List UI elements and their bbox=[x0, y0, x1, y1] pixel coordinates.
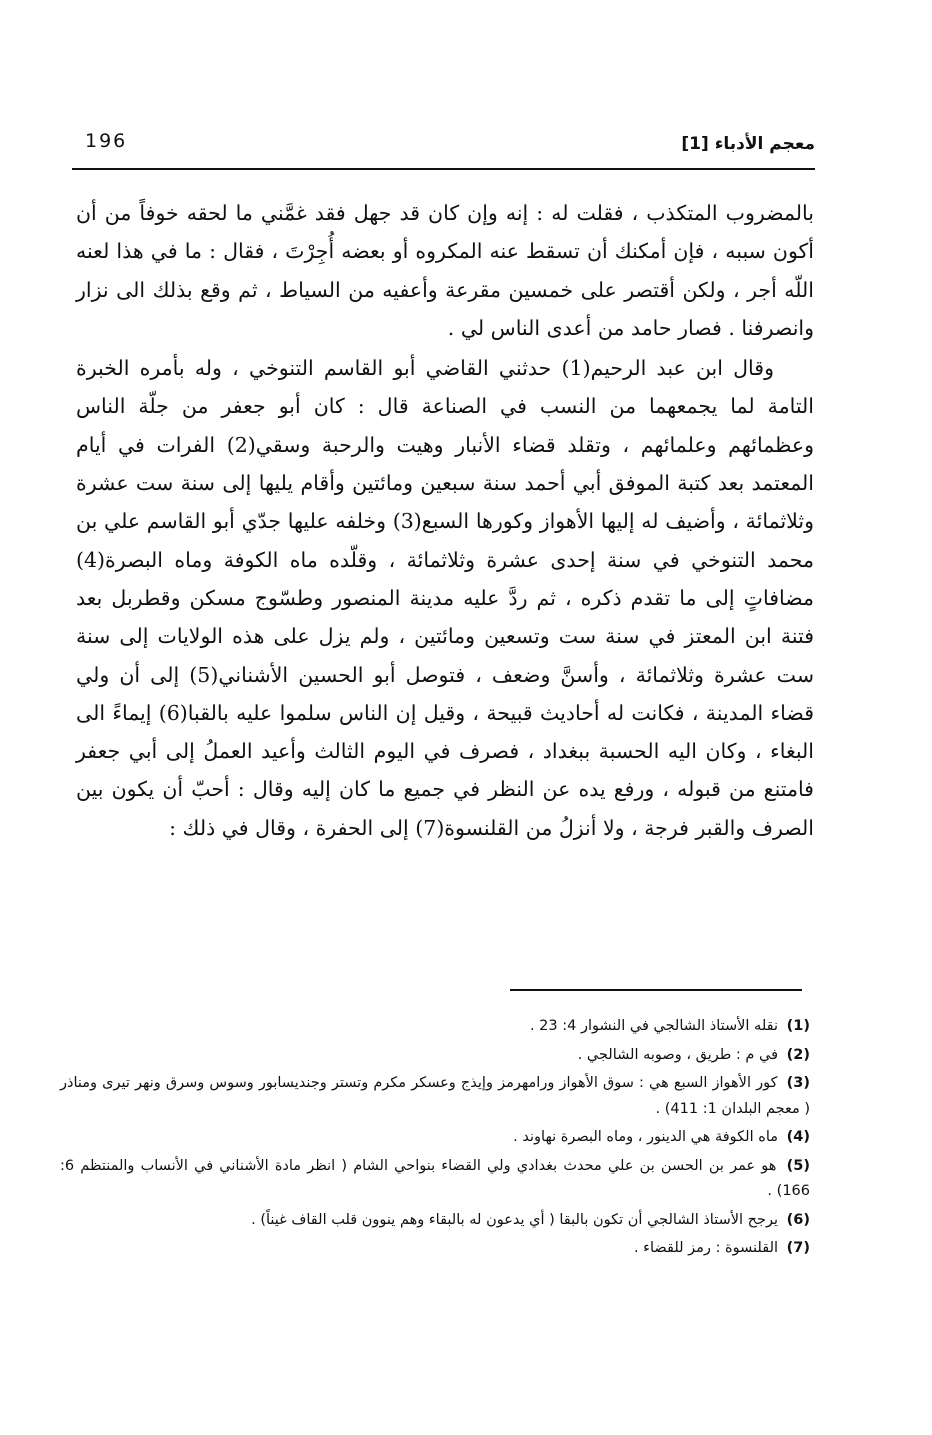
footnote bbox=[60, 1208, 812, 1234]
footnotes bbox=[60, 1014, 812, 1265]
footnote-text: كور الأهواز السبع هي : سوق الأهواز ورامهرمز وإيذج وعسكر مكرم وتستر وجنديسابور وسوس وسرق ونهر تيرى ومناذر ( معجم البلدان 1: 411) . bbox=[60, 1075, 810, 1117]
main-text bbox=[76, 194, 814, 847]
footnote bbox=[60, 1071, 812, 1122]
footnote-number: (6) bbox=[786, 1211, 810, 1228]
footnote-number: (7) bbox=[786, 1240, 810, 1256]
footnote-text: ماه الكوفة هي الدينور ، وماه البصرة نهاوند . bbox=[513, 1129, 779, 1145]
footnote-text: يرجح الأستاذ الشالجي أن تكون بالبقا ( أي يدعون له بالبقاء وهم ينوون قلب القاف غيناً) . bbox=[251, 1211, 779, 1228]
footnote-number: (3) bbox=[786, 1075, 810, 1091]
footnote-text: هو عمر بن الحسن بن علي محدث بغدادي ولي القضاء بنواحي الشام ( انظر مادة الأشناني في الأنساب والمنتظم 6: 166) . bbox=[60, 1157, 810, 1199]
footnote bbox=[60, 1043, 812, 1069]
header-rule bbox=[72, 168, 815, 170]
footnote-number: (4) bbox=[786, 1129, 810, 1145]
footnote-number: (2) bbox=[786, 1046, 810, 1063]
paragraph: بالمضروب المتكذب ، فقلت له : إنه وإن كان قد جهل فقد غمَّني ما لحقه خوفاً من أن أكون سببه ، فإن أمكنك أن تسقط عنه المكروه أو بعضه أُجِرْتَ ، فقال : ما في هذا لعنه اللّه أجر ، ولكن أقتصر على خمسين مقرعة وأعفيه من السياط ، ثم وقع بذلك الى نزار وانصرفنا . فصار حامد من أعدى الناس لي . bbox=[76, 201, 814, 340]
page-header bbox=[72, 126, 815, 170]
footnote-rule bbox=[510, 989, 802, 991]
page-number: 196 bbox=[85, 130, 128, 152]
footnote-number: (1) bbox=[786, 1018, 810, 1034]
footnote-text: القلنسوة : رمز للقضاء . bbox=[633, 1240, 779, 1256]
footnote bbox=[60, 1125, 812, 1151]
footnote bbox=[60, 1014, 812, 1040]
footnote-number: (5) bbox=[786, 1157, 810, 1174]
footnote bbox=[60, 1154, 812, 1205]
footnote-text: نقله الأستاذ الشالجي في النشوار 4: 23 . bbox=[529, 1018, 779, 1034]
footnote-text: في م : طريق ، وصوبه الشالجي . bbox=[577, 1046, 779, 1063]
running-title: معجم الأدباء [1] bbox=[681, 134, 815, 154]
footnote bbox=[60, 1236, 812, 1262]
paragraph: وقال ابن عبد الرحيم(1) حدثني القاضي أبو القاسم التنوخي ، وله بأمره الخبرة التامة لما يجمعهما من النسب في الصناعة قال : كان أبو جعفر من جلّة الناس وعظمائهم وعلمائهم ، وتقلد قضاء الأنبار وهيت والرحبة وسقي(2) الفرات في أيام المعتمد بعد كتبة الموفق أبي أحمد سنة سبعين ومائتين وأقام يليها إلى سنة ست عشرة وثلاثمائة ، وأضيف له إليها الأهواز وكورها السبع(3) وخلفه عليها جدّي أبو القاسم علي بن محمد التنوخي في سنة إحدى عشرة وثلاثمائة ، وقلّده ماه الكوفة وماه البصرة(4) مضافاتٍ إلى ما تقدم ذكره ، ثم ردَّ عليه مدينة المنصور وطسّوج مسكن وقطربل بعد فتنة ابن المعتز في سنة ست وتسعين ومائتين ، ولم يزل على هذه الولايات إلى سنة ست عشرة وثلاثمائة ، وأسنَّ وضعف ، فتوصل أبو الحسين الأشناني(5) إلى أن ولي قضاء المدينة ، فكانت له أحاديث قبيحة ، وقيل إن الناس سلموا عليه بالقبا(6) إيماءً الى البغاء ، وكان اليه الحسبة ببغداد ، فصرف في اليوم الثالث وأعيد العملُ إلى أبي جعفر فامتنع من قبوله ، ورفع يده عن النظر في جميع ما كان إليه وقال : أحبّ أن يكون بين الصرف والقبر فرجة ، ولا أنزلُ من القلنسوة(7) إلى الحفرة ، وقال في ذلك : bbox=[76, 356, 815, 840]
